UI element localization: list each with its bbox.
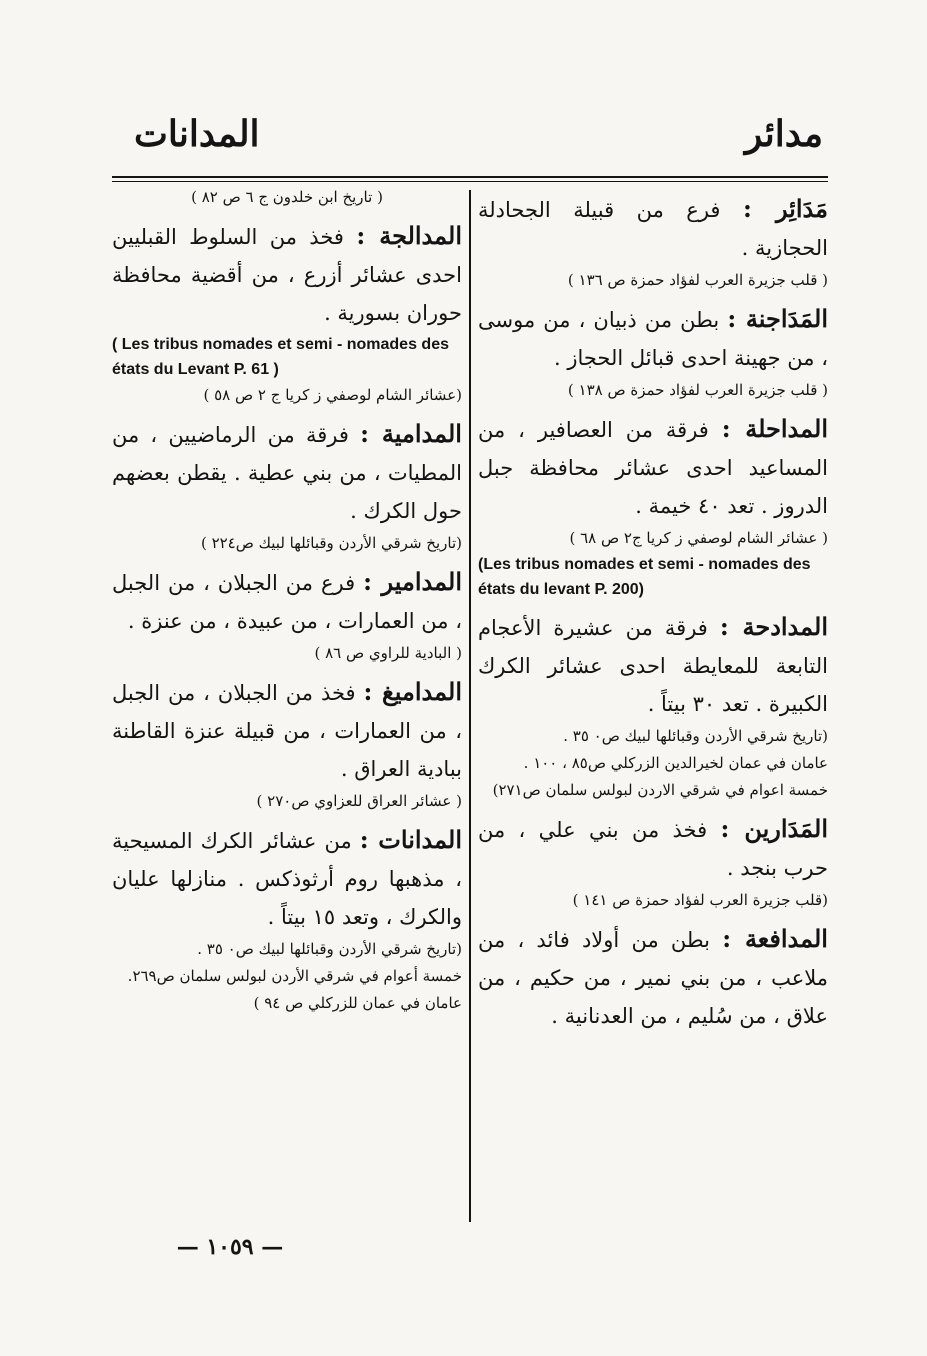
entry-text: فخذ من الجبلان ، من الجبل ، من العمارات ، من قبيلة عنزة القاطنة ببادية العراق . xyxy=(112,681,462,781)
entry-madalija xyxy=(112,217,462,409)
entry-source: عامان في عمان للزركلي ص ٩٤ ) xyxy=(253,994,462,1012)
entry-text: فرقة من عشيرة الأعجام التابعة للمعايطة احدى عشائر الكرك الكبيرة . تعد ٣٠ بيتاً . xyxy=(478,616,828,716)
entry-madamir xyxy=(112,563,462,667)
entry-carryover xyxy=(112,184,462,211)
right-column xyxy=(478,184,828,1224)
header-rule-thin xyxy=(112,181,828,182)
entry-source: (تاريخ شرقي الأردن وقبائلها لبيك ص٢٢٤ ) xyxy=(200,534,462,552)
entry-text: فرقة من الرماضيين ، من المطيات ، من بني عطية . يقطن بعضهم حول الكرك . xyxy=(112,423,462,523)
entry-term: المَدَاجنة : xyxy=(727,304,828,333)
entry-term: المدانات : xyxy=(359,825,462,854)
entry-term: المدامية : xyxy=(360,419,462,448)
entry-latin-source: ( Les tribus nomades et semi - nomades des états du Levant P. 61 ) xyxy=(112,336,449,378)
entry-text: فرع من الجبلان ، من الجبل ، من العمارات ، من عبيدة ، من عنزة . xyxy=(112,571,462,633)
entry-term: المداميغ : xyxy=(363,677,462,706)
page-number: — ١٠٥٩ — xyxy=(176,1234,284,1260)
entry-madamiya xyxy=(112,415,462,557)
entry-text: فرع من قبيلة الجحادلة الحجازية . xyxy=(478,198,828,260)
entry-term: المدامير : xyxy=(363,567,462,596)
entry-madarin xyxy=(478,810,828,914)
entry-term: المدافعة : xyxy=(722,924,828,953)
running-header-left: المدانات xyxy=(134,113,260,155)
entry-latin-source: (Les tribus nomades et semi - nomades des états du levant P. 200) xyxy=(478,556,811,598)
entry-madajina xyxy=(478,300,828,404)
entry-source: خمسة اعوام في شرقي الاردن لبولس سلمان ص٢٧١) xyxy=(492,781,828,799)
entry-madamigh xyxy=(112,673,462,815)
entry-source: (قلب جزيرة العرب لفؤاد حمزة ص ١٤١ ) xyxy=(572,891,828,909)
entry-source: ( عشائر العراق للعزاوي ص٢٧٠ ) xyxy=(256,792,462,810)
entry-madair xyxy=(478,190,828,294)
entry-madanat xyxy=(112,821,462,1017)
entry-text: من عشائر الكرك المسيحية ، مذهبها روم أرثوذكس . منازلها عليان والكرك ، وتعد ١٥ بيتاً . xyxy=(112,829,462,929)
entry-source: ( قلب جزيرة العرب لفؤاد حمزة ص ١٣٨ ) xyxy=(567,381,828,399)
entry-text: فرقة من العصافير ، من المساعيد احدى عشائر محافظة جبل الدروز . تعد ٤٠ خيمة . xyxy=(478,418,828,518)
running-header-right: مدائر xyxy=(744,113,823,155)
entry-text: بطن من ذبيان ، من موسى ، من جهينة احدى قبائل الحجاز . xyxy=(478,308,828,370)
column-divider xyxy=(469,190,471,1222)
entry-term: المداحلة : xyxy=(721,414,828,443)
entry-source: ( البادية للراوي ص ٨٦ ) xyxy=(314,644,462,662)
entry-text: فخذ من السلوط القبليين احدى عشائر أزرع ، من أقضية محافظة حوران بسورية . xyxy=(112,225,462,325)
header-rule xyxy=(112,176,828,178)
entry-source: ( تاريخ ابن خلدون ج ٦ ص ٨٢ ) xyxy=(191,188,383,206)
entry-source: عامان في عمان لخيرالدين الزركلي ص٨٥ ، ١٠٠ . xyxy=(523,754,828,772)
entry-term: المدادحة : xyxy=(719,612,828,641)
left-column xyxy=(112,184,462,1234)
entry-term: المَدَارين : xyxy=(720,814,828,843)
entry-madadiha xyxy=(478,608,828,804)
entry-source: خمسة أعوام في شرقي الأردن لبولس سلمان ص٢٦٩. xyxy=(127,967,462,985)
entry-madahila xyxy=(478,410,828,602)
entry-source: ( عشائر الشام لوصفي ز كريا ج٢ ص ٦٨ ) xyxy=(569,529,828,547)
entry-text: فخذ من بني علي ، من حرب بنجد . xyxy=(478,818,828,880)
entry-source: ( قلب جزيرة العرب لفؤاد حمزة ص ١٣٦ ) xyxy=(567,271,828,289)
entry-madafia xyxy=(478,920,828,1035)
entry-term: مَدَائِر : xyxy=(742,194,828,223)
entry-source: (عشائر الشام لوصفي ز كريا ج ٢ ص ٥٨ ) xyxy=(203,386,462,404)
entry-text: بطن من أولاد فائد ، من ملاعب ، من بني نمير ، من حكيم ، من علاق ، من سُليم ، من العدنانية . xyxy=(478,928,828,1028)
entry-source: (تاريخ شرقي الأردن وقبائلها لبيك ص٠ ٣٥ . xyxy=(563,727,828,745)
entry-source: (تاريخ شرقي الأردن وقبائلها لبيك ص٠ ٣٥ . xyxy=(197,940,462,958)
entry-term: المدالجة : xyxy=(356,221,462,250)
